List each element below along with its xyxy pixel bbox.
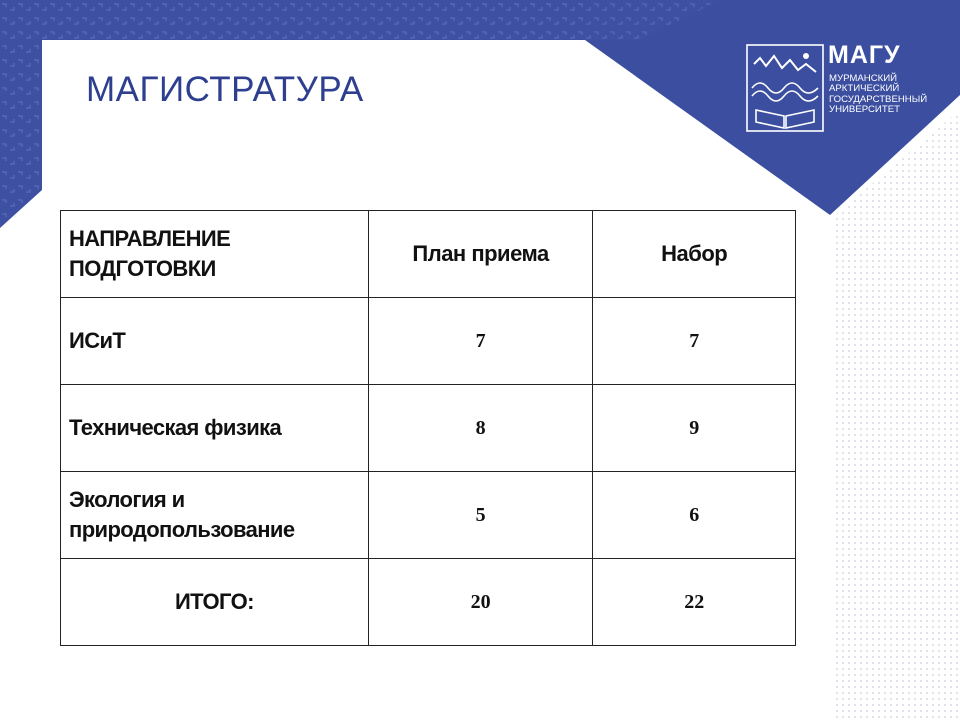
cell-plan: 7: [368, 298, 593, 385]
table-total-row: [61, 559, 796, 646]
header-enrolled: Набор: [593, 211, 796, 298]
cell-direction: Техническая физика: [61, 385, 369, 472]
logo-subtitle-line: АРКТИЧЕСКИЙ: [829, 83, 900, 95]
table-row: [61, 385, 796, 472]
total-plan: 20: [368, 559, 593, 646]
university-emblem-icon: [746, 44, 824, 132]
logo-subtitle-line: УНИВЕРСИТЕТ: [829, 104, 900, 116]
logo-subtitle-line: ГОСУДАРСТВЕННЫЙ: [829, 93, 928, 105]
logo-subtitle-line: МУРМАНСКИЙ: [829, 73, 898, 84]
page-title: МАГИСТРАТУРА: [86, 70, 364, 109]
total-enrolled: 22: [593, 559, 796, 646]
admission-table: [60, 210, 796, 646]
university-logo: [746, 41, 946, 134]
cell-plan: 8: [368, 385, 593, 472]
cell-direction: Экология и природопользование: [61, 472, 369, 559]
header-plan: План приема: [368, 211, 593, 298]
table-row: [61, 472, 796, 559]
header-direction: НАПРАВЛЕНИЕ ПОДГОТОВКИ: [61, 211, 369, 298]
cell-enrolled: 9: [593, 385, 796, 472]
left-pattern-band: [0, 0, 600, 228]
cell-enrolled: 6: [593, 472, 796, 559]
cell-direction: ИСиТ: [61, 298, 369, 385]
cell-plan: 5: [368, 472, 593, 559]
logo-name: МАГУ: [828, 41, 901, 69]
table-header-row: [61, 211, 796, 298]
right-dot-pattern: [835, 110, 960, 720]
cell-enrolled: 7: [593, 298, 796, 385]
total-label: ИТОГО:: [61, 559, 369, 646]
table-row: [61, 298, 796, 385]
logo-subtitle: [829, 74, 949, 116]
